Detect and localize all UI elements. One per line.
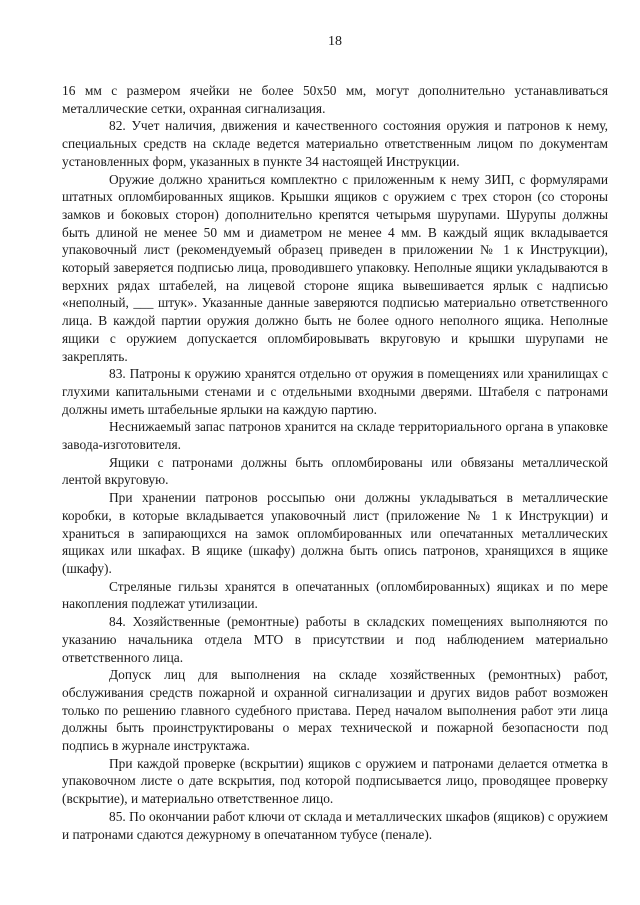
page-number: 18	[328, 34, 342, 49]
paragraph: 84. Хозяйственные (ремонтные) работы в складских помещениях выполняются по указанию начальника отдела МТО в присутствии и под наблюдением материально ответственного лица.	[62, 614, 608, 665]
paragraph: Стреляные гильзы хранятся в опечатанных (опломбированных) ящиках и по мере накопления подлежат утилизации.	[62, 578, 608, 612]
paragraph: При хранении патронов россыпью они должны укладываться в металлические коробки, в которые вкладывается упаковочный лист (приложение № 1 к Инструкции) и храниться в запирающихся на замок опломбированных или опечатанных металлических ящиках или шкафах. В ящике (шкафу) должна быть опись патронов, хранящихся в ящике (шкафу).	[62, 490, 608, 576]
paragraph: 83. Патроны к оружию хранятся отдельно от оружия в помещениях или хранилищах с глухими капитальными стенами и с отдельными входными дверями. Штабеля с патронами должны иметь штабельные ярлыки на каждую партию.	[62, 366, 608, 417]
paragraph: Ящики с патронами должны быть опломбированы или обвязаны металлической лентой вкруговую.	[62, 454, 608, 488]
paragraph: Неснижаемый запас патронов хранится на складе территориального органа в упаковке завода-изготовителя.	[62, 419, 608, 453]
paragraph: Допуск лиц для выполнения на складе хозяйственных (ремонтных) работ, обслуживания средств пожарной и охранной сигнализации и других видов работ возможен только по решению главного судебного пристава. Перед началом выполнения работ эти лица должны быть проинструктированы о мерах технической и пожарной безопасности под подпись в журнале инструктажа.	[62, 667, 608, 754]
paragraph: 82. Учет наличия, движения и качественного состояния оружия и патронов к нему, специальных средств на складе ведется материально ответственным лицом по документам установленных форм, указанных в пункте 34 настоящей Инструкции.	[62, 118, 608, 169]
paragraph: 85. По окончании работ ключи от склада и металлических шкафов (ящиков) с оружием и патронами сдаются дежурному в опечатанном тубусе (пенале).	[62, 808, 608, 842]
paragraph: Оружие должно храниться комплектно с приложенным к нему ЗИП, с формулярами штатных опломбированных ящиков. Крышки ящиков с оружием с трех сторон (со стороны замков и боковых сторон) дополнительно крепятся четырьмя шурупами. Шурупы должны быть длиной не менее 50 мм и диаметром не менее 4 мм. В каждый ящик вкладывается упаковочный лист (рекомендуемый образец приведен в приложении № 1 к Инструкции), который заверяется подписью лица, проводившего упаковку. Неполные ящики укладываются в верхних рядах штабелей, на лицевой стороне ящика вывешивается ярлык с надписью «неполный, ___ штук». Указанные данные заверяются подписью материально ответственного лица. В каждой партии оружия должно быть не более одного неполного ящика. Неполные ящики с оружием допускается опломбировывать вкруговую и крышки шурупами не закреплять.	[62, 171, 608, 364]
paragraph: 16 мм с размером ячейки не более 50х50 мм, могут дополнительно устанавливаться металлические сетки, охранная сигнализация.	[62, 83, 608, 116]
paragraph: При каждой проверке (вскрытии) ящиков с оружием и патронами делается отметка в упаковочном листе о дате вскрытия, под которой подписывается лицо, проводящее проверку (вскрытие), и материально ответственное лицо.	[62, 755, 608, 807]
